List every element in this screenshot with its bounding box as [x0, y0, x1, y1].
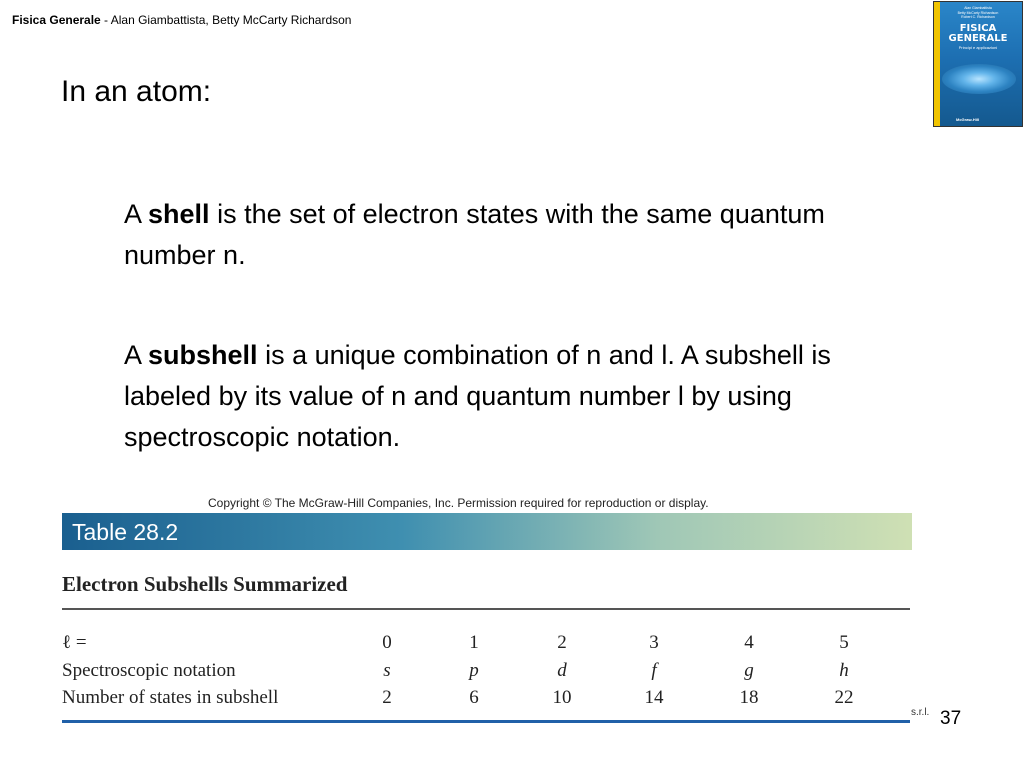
cover-subtitle: Principi e applicazioni [958, 44, 998, 50]
table-cell: 18 [739, 687, 759, 708]
cover-title: FISICA GENERALE [948, 22, 1008, 44]
water-ripple-graphic [942, 64, 1016, 94]
table-cell: 4 [744, 632, 754, 653]
subshell-term: subshell [148, 340, 258, 370]
row-label: Number of states in subshell [62, 687, 279, 708]
subshell-definition: A subshell is a unique combination of n and l. A subshell is labeled by its value of n and quantum number l by using spectroscopic notation. [124, 340, 831, 452]
shell-term: shell [148, 199, 210, 229]
table-cell: p [469, 660, 479, 681]
table-cell: 6 [469, 687, 479, 708]
table-title: Electron Subshells Summarized [62, 572, 348, 596]
table-cell: s [383, 660, 391, 681]
table-cell: 2 [382, 687, 392, 708]
table-header-band [62, 513, 912, 550]
row-label: Spectroscopic notation [62, 660, 236, 681]
table-cell: 3 [649, 632, 659, 653]
table-cell: 1 [469, 632, 479, 653]
table-cell: d [557, 660, 567, 681]
table-number: Table 28.2 [72, 519, 179, 545]
copyright-notice: Copyright © The McGraw-Hill Companies, Inc. Permission required for reproduction or display. [208, 496, 709, 510]
cover-publisher: McGraw-Hill [956, 117, 980, 122]
header-line [12, 13, 351, 27]
table-cell: 0 [382, 632, 392, 653]
cover-authors: Alan Giambattista Betty McCarty Richardson Robert C. Richardson [957, 6, 999, 19]
table-cell: 22 [834, 687, 854, 708]
table-cell: 14 [644, 687, 664, 708]
book-cover-image [933, 1, 1023, 127]
slide-title: In an atom: [61, 75, 212, 108]
publisher-fragment: s.r.l. [911, 707, 930, 718]
table-cell: 5 [839, 632, 849, 653]
row-label: ℓ = [62, 632, 87, 653]
shell-definition: A shell is the set of electron states with the same quantum number n. [124, 199, 825, 270]
table-rule-bottom [62, 720, 910, 723]
table-cell: h [839, 660, 849, 681]
table-cell: 10 [552, 687, 572, 708]
page-number: 37 [940, 708, 962, 729]
cover-strip [934, 1, 940, 126]
book-title: Fisica Generale [12, 13, 101, 27]
table-cell: 2 [557, 632, 567, 653]
table-cell: g [744, 660, 754, 681]
book-authors: - Alan Giambattista, Betty McCarty Richardson [100, 13, 352, 27]
table-rule-top [62, 608, 910, 610]
table-cell: f [651, 660, 657, 681]
